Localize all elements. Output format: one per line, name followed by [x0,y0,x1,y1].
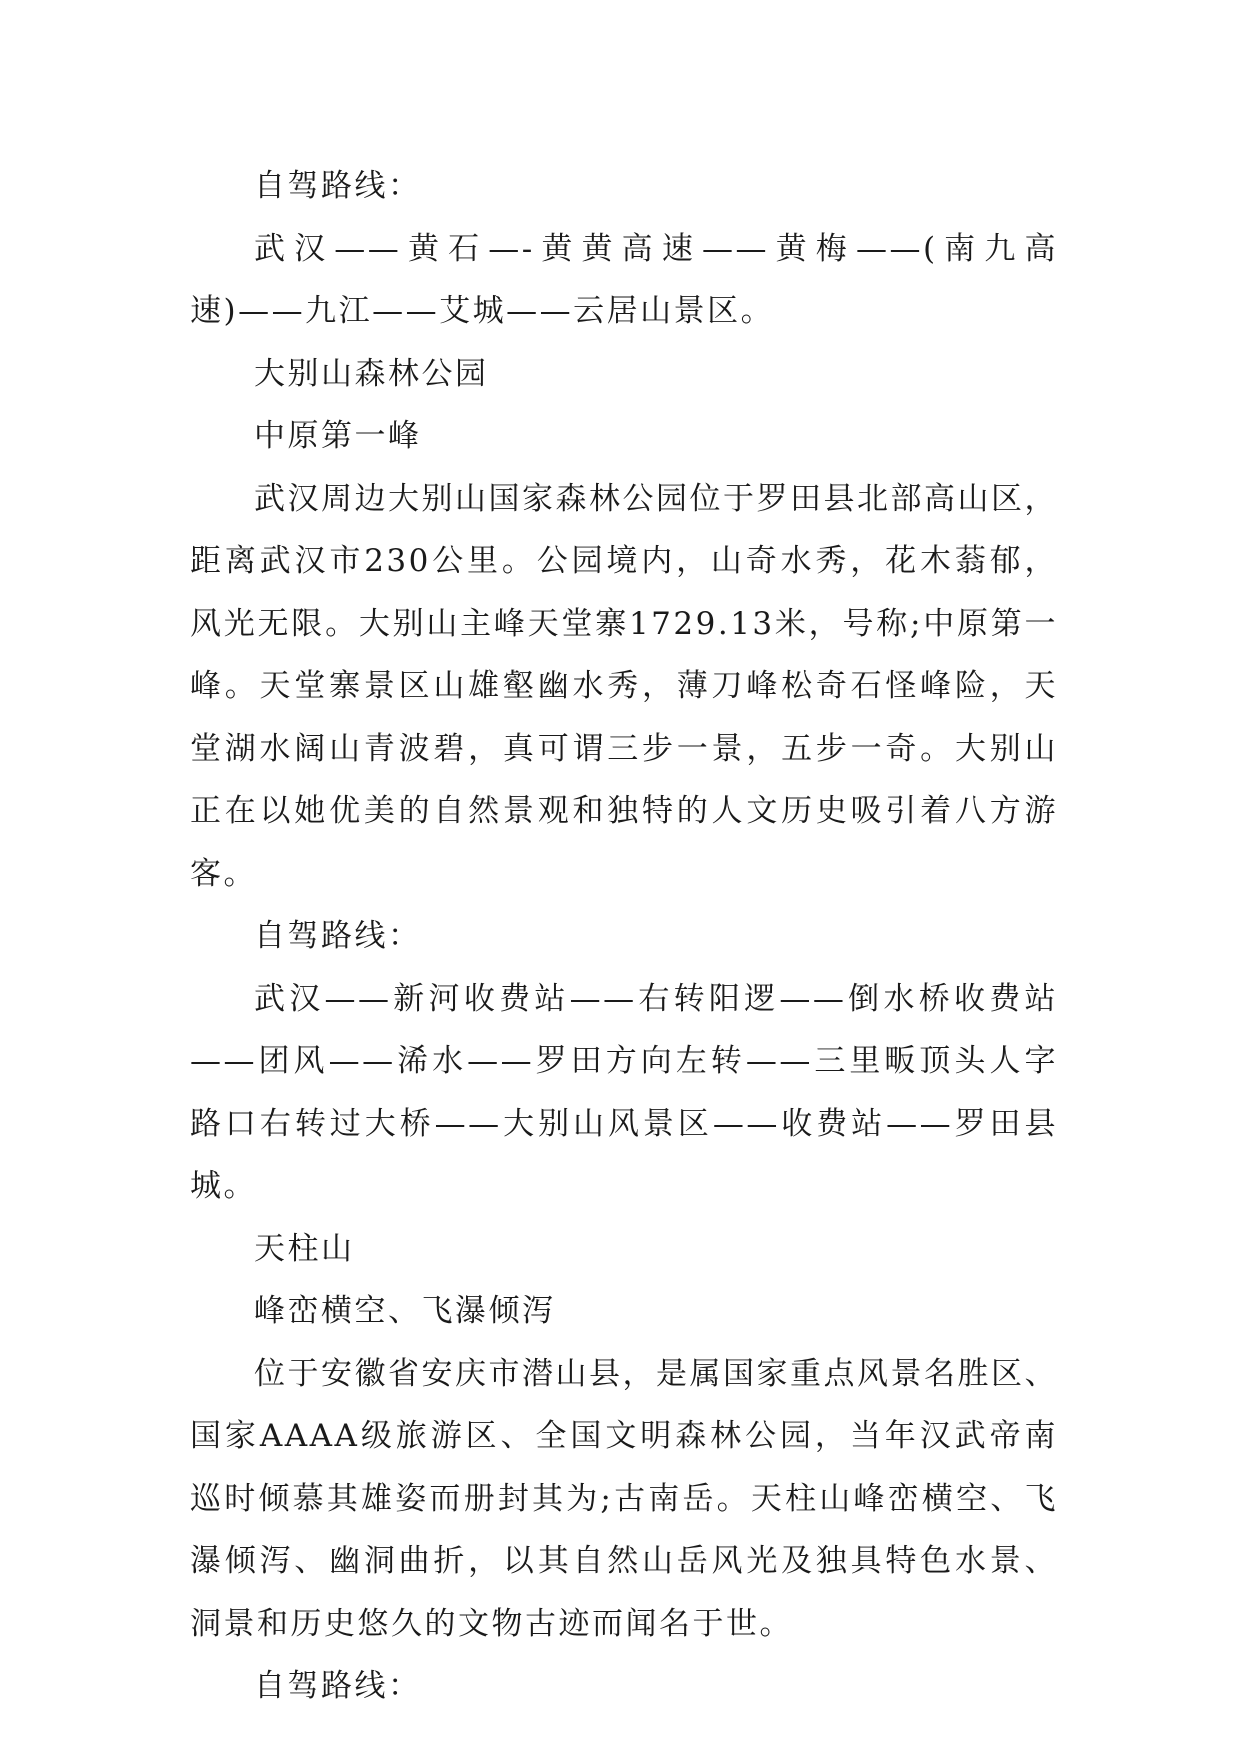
route-text-continuation: 速)——九江——艾城——云居山景区。 [190,293,775,329]
section-description: 武汉周边大别山国家森林公园位于罗田县北部高山区，距离武汉市230公里。公园境内，山奇水秀，花木蓊郁，风光无限。大别山主峰天堂寨1729.13米，号称;中原第一峰。天堂寨景区山雄壑幽水秀，薄刀峰松奇石怪峰险，天堂湖水阔山青波碧，真可谓三步一景，五步一奇。大别山正在以她优美的自然景观和独特的人文历史吸引着八方游客。 [190,480,1058,892]
route-heading: 自驾路线： [254,1668,422,1704]
route-text-line: 武汉——黄石—-黄黄高速——黄梅——(南九高 [254,230,1058,267]
section-description: 位于安徽省安庆市潜山县，是属国家重点风景名胜区、国家AAAA级旅游区、全国文明森林公园，当年汉武帝南巡时倾慕其雄姿而册封其为;古南岳。天柱山峰峦横空、飞瀑倾泻、幽洞曲折，以其自然山岳风光及独具特色水景、洞景和历史悠久的文物古迹而闻名于世。 [190,1355,1058,1642]
section-subtitle: 峰峦横空、飞瀑倾泻 [254,1293,556,1329]
section-subtitle: 中原第一峰 [254,418,422,454]
route-heading: 自驾路线： [254,168,422,204]
section-title: 天柱山 [254,1230,355,1267]
section-title: 大别山森林公园 [254,355,489,392]
route-text: 武汉——新河收费站——右转阳逻——倒水桥收费站——团风——浠水——罗田方向左转——三里畈顶头人字路口右转过大桥——大别山风景区——收费站——罗田县城。 [190,980,1058,1204]
document-body [190,155,1058,1718]
route-heading: 自驾路线： [254,918,422,954]
